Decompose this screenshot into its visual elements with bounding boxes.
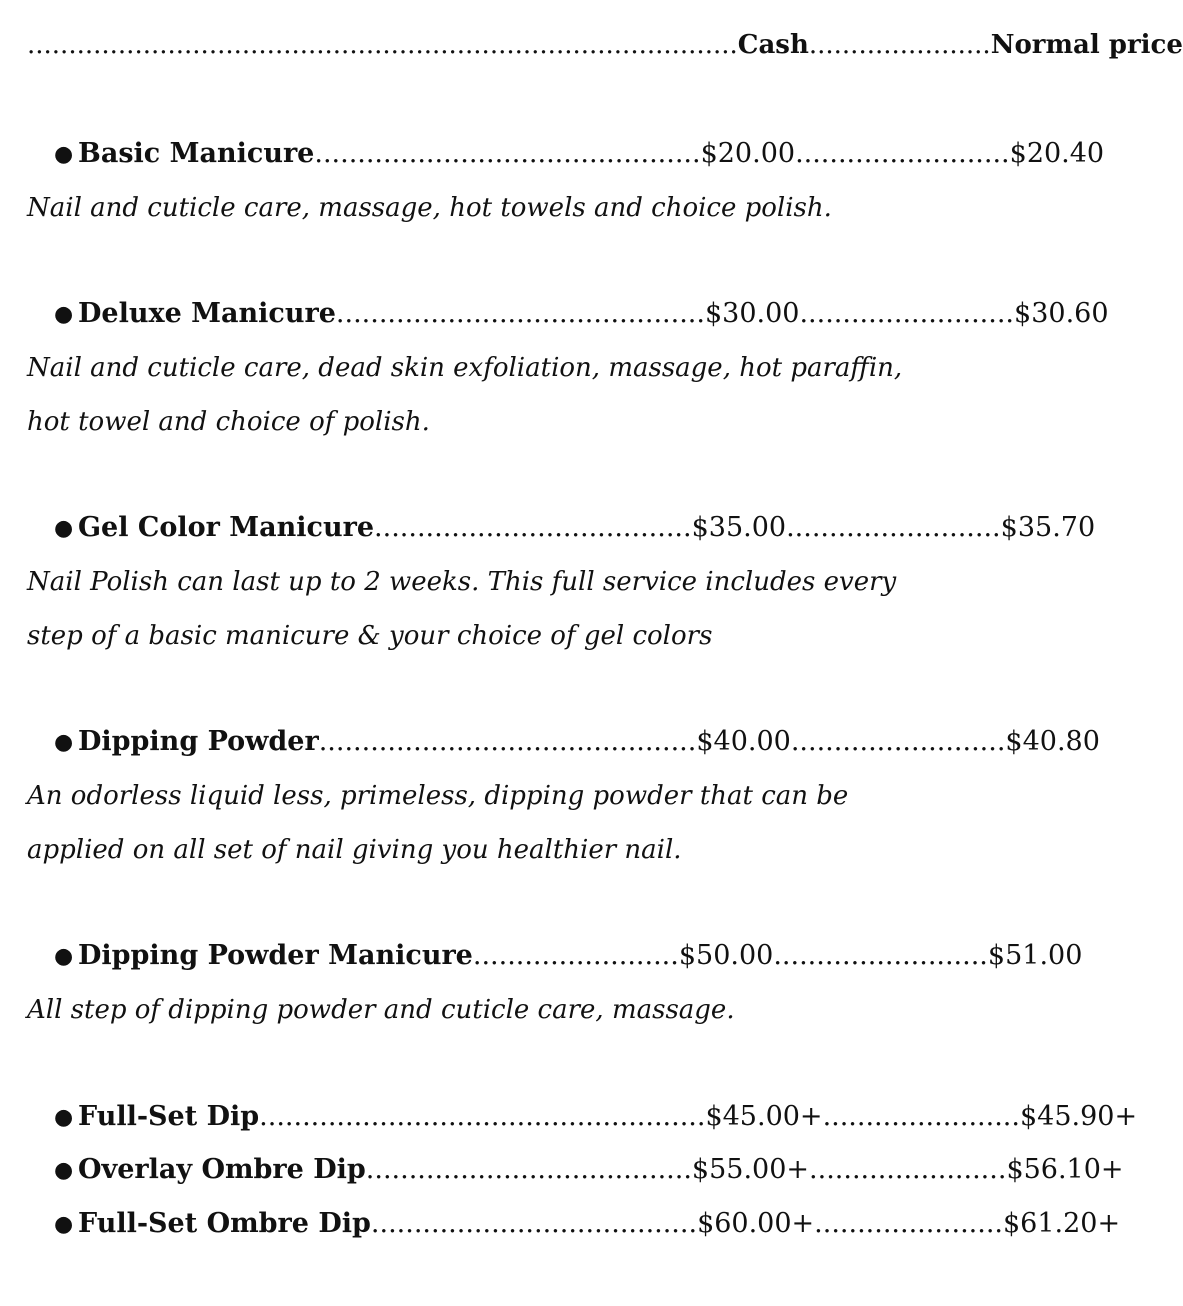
cash-price: $55.00+ <box>691 1154 810 1185</box>
header-leader-dots: ...................... <box>808 30 991 60</box>
service-name: Gel Color Manicure <box>78 512 375 543</box>
service-name: Dipping Powder Manicure <box>78 940 473 971</box>
bullet-icon: ● <box>54 944 74 969</box>
service-name: Full-Set Dip <box>78 1101 260 1132</box>
header-normal-price-label: Normal price <box>990 30 1183 60</box>
price-header <box>27 30 1183 60</box>
bullet-icon: ● <box>54 730 74 755</box>
leader-dots: ...................... <box>814 1208 1003 1239</box>
bullet-icon: ● <box>54 1105 74 1130</box>
bullet-icon: ● <box>54 142 74 167</box>
header-leader-dots: ...................................................................................... <box>27 30 738 60</box>
normal-price: $51.00 <box>987 940 1083 971</box>
leader-dots: ......................... <box>773 940 988 971</box>
service-name: Deluxe Manicure <box>78 298 336 329</box>
service-item-dipping-powder <box>54 726 1100 759</box>
cash-price: $30.00 <box>704 298 800 329</box>
normal-price: $30.60 <box>1014 298 1109 329</box>
service-description: Nail and cuticle care, massage, hot towels and choice polish. <box>27 193 832 223</box>
bullet-icon: ● <box>54 302 74 327</box>
leader-dots: ...................................... <box>365 1154 692 1185</box>
bullet-icon: ● <box>54 1158 74 1183</box>
bullet-icon: ● <box>54 516 74 541</box>
cash-price: $50.00 <box>678 940 774 971</box>
service-item-overlay-ombre-dip <box>54 1154 1124 1187</box>
service-item-deluxe-manicure <box>54 298 1109 331</box>
service-name: Overlay Ombre Dip <box>78 1154 366 1185</box>
leader-dots: ......................... <box>790 726 1006 757</box>
service-name: Dipping Powder <box>78 726 319 757</box>
leader-dots: ......................... <box>786 512 1001 543</box>
cash-price: $45.00+ <box>705 1101 823 1132</box>
cash-price: $20.00 <box>700 138 796 169</box>
leader-dots: ...................................... <box>370 1208 698 1239</box>
leader-dots: ........................................... <box>335 298 705 329</box>
service-item-gel-color-manicure <box>54 512 1095 545</box>
service-description: Nail Polish can last up to 2 weeks. This full service includes every step of a basic manicure & your choice of gel colors <box>27 567 897 651</box>
service-item-dipping-powder-manicure <box>54 940 1082 973</box>
leader-dots: ........................ <box>472 940 679 971</box>
service-item-full-set-ombre-dip <box>54 1208 1120 1241</box>
service-description: Nail and cuticle care, dead skin exfoliation, massage, hot paraffin, hot towel and choice of polish. <box>27 353 903 437</box>
service-description: All step of dipping powder and cuticle care, massage. <box>27 995 735 1025</box>
service-name: Full-Set Ombre Dip <box>78 1208 371 1239</box>
service-item-full-set-dip <box>54 1101 1137 1134</box>
normal-price: $56.10+ <box>1006 1154 1124 1185</box>
leader-dots: ....................... <box>822 1101 1020 1132</box>
cash-price: $40.00 <box>696 726 791 757</box>
cash-price: $35.00 <box>691 512 787 543</box>
leader-dots: .................................................... <box>259 1101 706 1132</box>
service-description: An odorless liquid less, primeless, dipping powder that can be applied on all set of nail giving you healthier nail. <box>27 781 849 865</box>
leader-dots: ............................................. <box>314 138 701 169</box>
leader-dots: ..................................... <box>374 512 692 543</box>
normal-price: $35.70 <box>1000 512 1096 543</box>
service-item-basic-manicure <box>54 138 1104 171</box>
normal-price: $61.20+ <box>1003 1208 1121 1239</box>
normal-price: $45.90+ <box>1019 1101 1138 1132</box>
leader-dots: ......................... <box>799 298 1015 329</box>
bullet-icon: ● <box>54 1212 74 1237</box>
header-cash-label: Cash <box>737 30 809 60</box>
cash-price: $60.00+ <box>697 1208 815 1239</box>
leader-dots: ............................................ <box>318 726 697 757</box>
leader-dots: ......................... <box>795 138 1010 169</box>
leader-dots: ....................... <box>809 1154 1007 1185</box>
normal-price: $40.80 <box>1005 726 1100 757</box>
service-name: Basic Manicure <box>78 138 315 169</box>
normal-price: $20.40 <box>1009 138 1105 169</box>
